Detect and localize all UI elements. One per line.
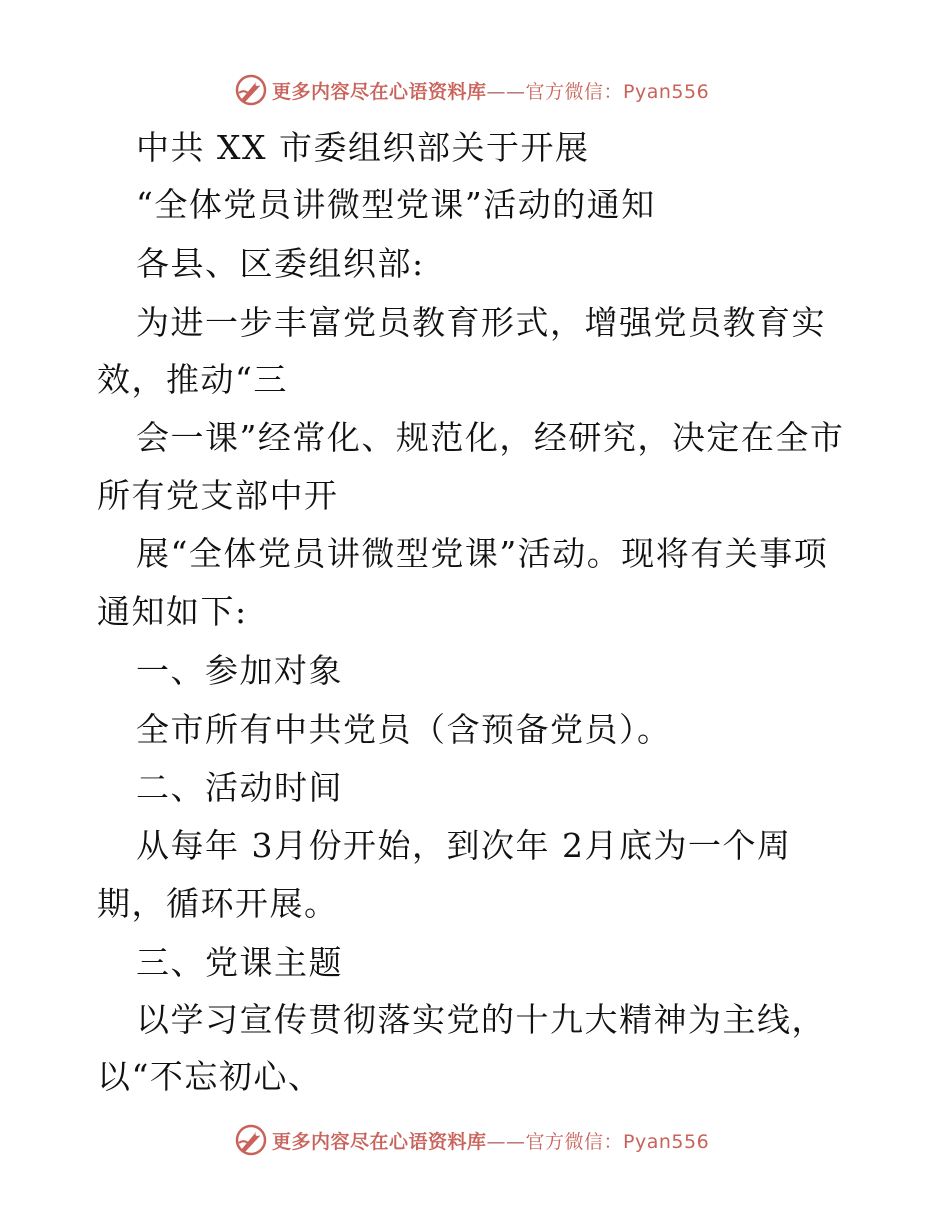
doc-section-heading: 三、党课主题 — [136, 943, 343, 982]
doc-section-heading: 一、参加对象 — [136, 651, 343, 690]
doc-paragraph-line: 期，循环开展。 — [97, 884, 339, 923]
watermark-main-text: 更多内容尽在心语资料库 — [272, 80, 487, 103]
doc-salutation: 各县、区委组织部: — [136, 244, 425, 283]
doc-title-line-2: “全体党员讲微型党课”活动的通知 — [136, 185, 656, 224]
pen-nib-seal-icon — [234, 73, 268, 107]
doc-paragraph-line: 效，推动“三 — [97, 360, 288, 399]
doc-paragraph-line: 通知如下: — [97, 592, 248, 631]
doc-paragraph-line: 所有党支部中开 — [97, 476, 339, 515]
watermark-footer — [234, 1122, 709, 1158]
doc-paragraph-line: 以学习宣传贯彻落实党的十九大精神为主线， — [136, 1000, 826, 1039]
watermark-contact: 官方微信：Pyan556 — [525, 1130, 710, 1153]
doc-paragraph-line: 为进一步丰富党员教育形式，增强党员教育实 — [136, 303, 826, 342]
doc-paragraph-line: 会一课”经常化、规范化，经研究，决定在全市 — [136, 418, 845, 457]
doc-paragraph-line: 全市所有中共党员（含预备党员）。 — [136, 710, 672, 749]
doc-paragraph-line: 以“不忘初心、 — [97, 1057, 323, 1096]
watermark-separator: —— — [486, 80, 526, 103]
watermark-separator: —— — [486, 1130, 526, 1153]
doc-title-line-1: 中共 XX 市委组织部关于开展 — [136, 128, 590, 167]
doc-paragraph-line: 从每年 3月份开始，到次年 2月底为一个周 — [136, 826, 792, 865]
doc-section-heading: 二、活动时间 — [136, 768, 343, 807]
watermark-main-text: 更多内容尽在心语资料库 — [272, 1130, 487, 1153]
pen-nib-seal-icon — [234, 1123, 268, 1157]
watermark-header — [234, 72, 709, 108]
doc-paragraph-line: 展“全体党员讲微型党课”活动。现将有关事项 — [136, 534, 829, 573]
watermark-contact: 官方微信：Pyan556 — [525, 80, 710, 103]
